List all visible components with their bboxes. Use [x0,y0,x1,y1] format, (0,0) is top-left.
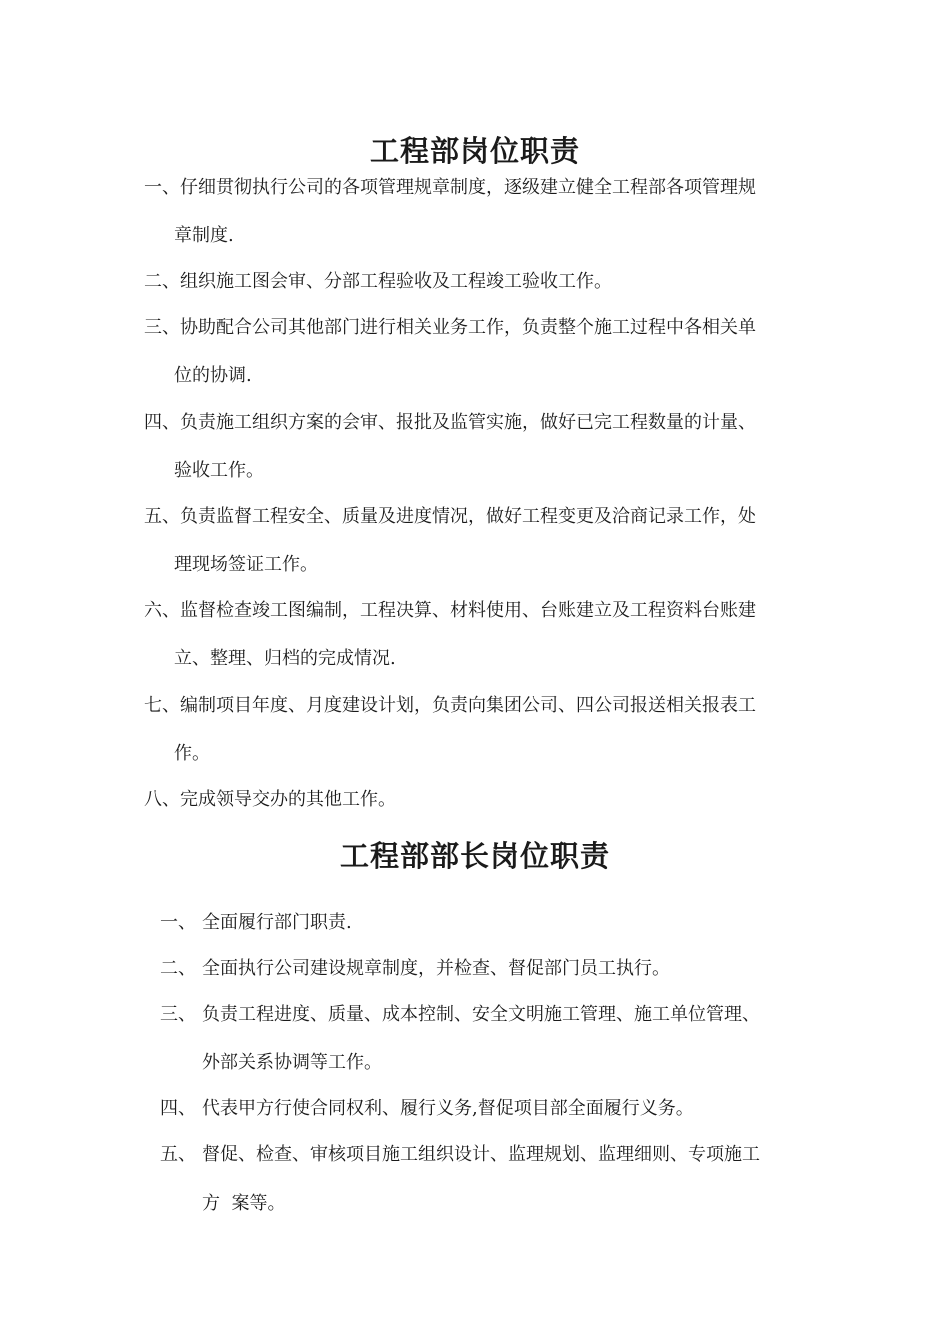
list-item-2-line-1 [144,270,612,294]
section-title-director-duties: 工程部部长岗位职责 [339,839,610,873]
item-text: 负责工程进度、质量、成本控制、安全文明施工管理、施工单位管理、 [202,1004,760,1025]
item-number: 七、 [144,695,180,716]
list-item-1-line-1 [160,911,352,935]
list-item-5-line-2: 理现场签证工作。 [174,554,318,575]
item-text: 监督检查竣工图编制，工程决算、材料使用、台账建立及工程资料台账建 [180,600,756,621]
item-text: 全面执行公司建设规章制度，并检查、督促部门员工执行。 [202,958,670,979]
list-item-1-line-2: 章制度. [174,225,234,246]
item-number: 三、 [160,1004,196,1025]
item-number: 五、 [144,506,180,527]
item-number: 一、 [144,177,180,198]
item-text: 代表甲方行使合同权利、履行义务,督促项目部全面履行义务。 [202,1098,694,1119]
list-item-6-line-1 [144,599,756,623]
list-item-1-line-1 [144,176,756,200]
item-text: 督促、检查、审核项目施工组织设计、监理规划、监理细则、专项施工 [202,1144,760,1165]
list-item-6-line-2: 立、整理、归档的完成情况. [174,648,396,669]
list-item-5-line-2: 方 案等。 [202,1193,286,1214]
item-number: 一、 [160,912,196,933]
list-item-4-line-1 [160,1097,694,1121]
list-item-3-line-2: 外部关系协调等工作。 [202,1052,382,1073]
list-item-7-line-1 [144,694,756,718]
item-number: 四、 [160,1098,196,1119]
item-text: 负责监督工程安全、质量及进度情况，做好工程变更及洽商记录工作，处 [180,506,756,527]
list-item-3-line-1 [144,316,756,340]
item-number: 四、 [144,412,180,433]
list-item-8-line-1 [144,788,396,812]
section-title-department-duties: 工程部岗位职责 [369,134,580,168]
item-text: 协助配合公司其他部门进行相关业务工作，负责整个施工过程中各相关单 [180,317,756,338]
list-item-3-line-1 [160,1003,760,1027]
list-item-2-line-1 [160,957,670,981]
item-text: 负责施工组织方案的会审、报批及监管实施，做好已完工程数量的计量、 [180,412,756,433]
item-text: 组织施工图会审、分部工程验收及工程竣工验收工作。 [180,271,612,292]
list-item-4-line-2: 验收工作。 [174,460,264,481]
item-number: 二、 [144,271,180,292]
item-number: 八、 [144,789,180,810]
item-number: 五、 [160,1144,196,1165]
list-item-5-line-1 [160,1143,760,1167]
item-text: 完成领导交办的其他工作。 [180,789,396,810]
item-text: 编制项目年度、月度建设计划，负责向集团公司、四公司报送相关报表工 [180,695,756,716]
item-number: 二、 [160,958,196,979]
list-item-7-line-2: 作。 [174,743,210,764]
item-number: 三、 [144,317,180,338]
list-item-5-line-1 [144,505,756,529]
item-text: 全面履行部门职责. [202,912,352,933]
list-item-3-line-2: 位的协调. [174,365,252,386]
list-item-4-line-1 [144,411,756,435]
item-text: 仔细贯彻执行公司的各项管理规章制度，逐级建立健全工程部各项管理规 [180,177,756,198]
item-number: 六、 [144,600,180,621]
